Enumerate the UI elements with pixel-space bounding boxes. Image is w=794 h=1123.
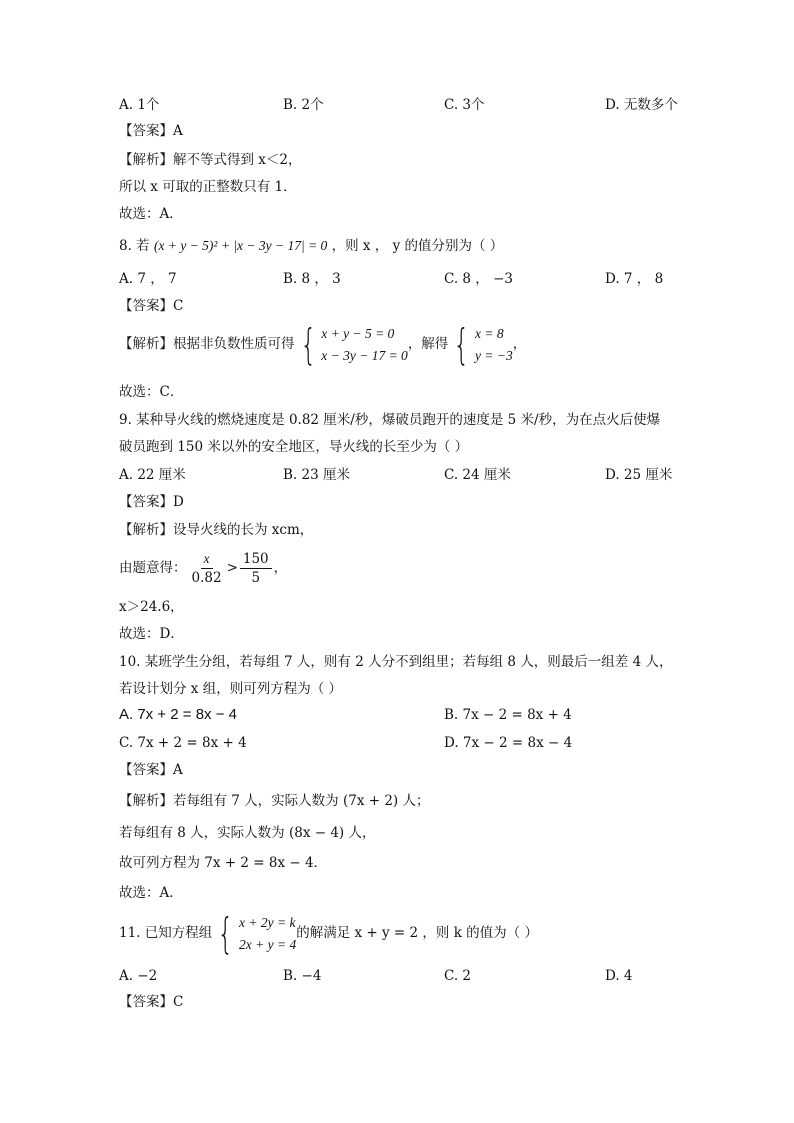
q9-analysis-1: 【解析】设导火线的长为 xcm， bbox=[119, 522, 314, 538]
q8-stem bbox=[119, 237, 503, 255]
q9-fraction-1 bbox=[189, 550, 225, 587]
q8-analysis bbox=[119, 319, 527, 369]
q10-option-c: C. 7x + 2 = 8x + 4 bbox=[119, 735, 247, 751]
q8-option-a: A. 7 ， 7 bbox=[119, 271, 177, 287]
q8-system-1-eq-2: x − 3y − 17 = 0 bbox=[321, 347, 408, 363]
q7-answer: 【答案】A bbox=[119, 123, 183, 139]
q9-option-c: C. 24 厘米 bbox=[444, 467, 511, 483]
q8-stem-suffix: ，则 x ， y 的值分别为（ ） bbox=[331, 238, 504, 254]
q11-system-eq-2: 2x + y = 4 bbox=[239, 936, 297, 952]
q9-analysis-2-prefix: 由题意得： bbox=[119, 560, 187, 576]
q8-analysis-end: ， bbox=[512, 336, 527, 352]
q9-stem-2: 破员跑到 150 米以外的安全地区，导火线的长至少为（ ） bbox=[119, 439, 469, 455]
q10-stem-2: 若设计划分 x 组，则可列方程为（ ） bbox=[119, 681, 342, 697]
q8-option-d: D. 7 ， 8 bbox=[605, 271, 664, 287]
q11-system-eq-1: x + 2y = k bbox=[239, 914, 296, 930]
q10-analysis-3: 故可列方程为 7x + 2 = 8x − 4． bbox=[119, 855, 328, 871]
q11-option-a: A. −2 bbox=[119, 968, 158, 984]
q8-system-2 bbox=[448, 319, 513, 369]
q10-analysis-1: 【解析】若每组有 7 人，实际人数为 (7x + 2) 人； bbox=[119, 793, 430, 809]
q9-greater-than: > bbox=[226, 560, 238, 576]
q7-option-d: D. 无数多个 bbox=[605, 97, 678, 113]
brace-icon: { bbox=[217, 908, 234, 958]
q10-option-b: B. 7x − 2 = 8x + 4 bbox=[444, 707, 572, 723]
q8-answer: 【答案】C bbox=[119, 298, 184, 314]
q11-answer: 【答案】C bbox=[119, 994, 184, 1010]
q11-stem bbox=[119, 908, 538, 958]
q9-analysis-3: x＞24.6， bbox=[119, 599, 184, 615]
q9-stem-1: 9. 某种导火线的燃烧速度是 0.82 厘米/秒，爆破员跑开的速度是 5 米/秒，为在点火后使爆 bbox=[119, 412, 661, 428]
q9-analysis-2-end: ， bbox=[273, 560, 288, 576]
brace-icon: { bbox=[299, 319, 316, 369]
q7-analysis-1: 【解析】解不等式得到 x＜2， bbox=[119, 152, 302, 168]
q9-analysis-2 bbox=[119, 548, 287, 588]
q10-stem-1: 10. 某班学生分组，若每组 7 人，则有 2 人分不到组里；若每组 8 人，则最后一组差 4 人， bbox=[119, 654, 673, 670]
q7-option-a: A. 1个 bbox=[119, 97, 160, 113]
q10-conclusion: 故选：A． bbox=[119, 885, 183, 901]
q9-fraction-1-numerator: x bbox=[201, 550, 213, 569]
q9-fraction-2-numerator: 150 bbox=[240, 550, 272, 569]
q7-analysis-2: 所以 x 可取的正整数只有 1． bbox=[119, 179, 297, 195]
q7-option-b: B. 2个 bbox=[283, 97, 324, 113]
q8-analysis-mid: ，解得 bbox=[407, 336, 449, 352]
q11-stem-prefix: 11. 已知方程组 bbox=[119, 925, 213, 941]
q11-option-d: D. 4 bbox=[605, 968, 633, 984]
q11-stem-suffix: 的解满足 x + y = 2 ，则 k 的值为（ ） bbox=[296, 925, 538, 941]
q9-option-a: A. 22 厘米 bbox=[119, 467, 186, 483]
q11-system bbox=[212, 908, 297, 958]
brace-icon: { bbox=[453, 319, 470, 369]
q10-answer: 【答案】A bbox=[119, 762, 183, 778]
q8-analysis-prefix: 【解析】根据非负数性质可得 bbox=[119, 336, 295, 352]
q7-conclusion: 故选：A． bbox=[119, 206, 183, 222]
q11-option-b: B. −4 bbox=[283, 968, 322, 984]
q10-option-a: A. 7x + 2 = 8x − 4 bbox=[119, 706, 237, 723]
q11-option-c: C. 2 bbox=[444, 968, 472, 984]
q8-option-b: B. 8 ， 3 bbox=[283, 271, 341, 287]
q7-option-c: C. 3个 bbox=[444, 97, 485, 113]
q9-fraction-2 bbox=[240, 550, 272, 587]
q10-analysis-2: 若每组有 8 人，实际人数为 (8x − 4) 人， bbox=[119, 825, 376, 841]
q8-stem-expression: (x + y − 5)² + |x − 3y − 17| = 0 bbox=[153, 238, 328, 253]
q8-system-1-eq-1: x + y − 5 = 0 bbox=[321, 325, 395, 341]
q8-system-2-eq-2: y = −3 bbox=[475, 347, 513, 363]
q9-option-b: B. 23 厘米 bbox=[283, 467, 350, 483]
q9-fraction-1-denominator: 0.82 bbox=[191, 570, 222, 586]
q9-conclusion: 故选：D． bbox=[119, 626, 184, 642]
q8-system-1 bbox=[295, 319, 408, 369]
q9-option-d: D. 25 厘米 bbox=[605, 467, 673, 483]
q8-stem-prefix: 8. 若 bbox=[119, 238, 150, 254]
q8-system-2-eq-1: x = 8 bbox=[475, 325, 504, 341]
q8-option-c: C. 8 ， −3 bbox=[444, 271, 514, 287]
q9-fraction-2-denominator: 5 bbox=[251, 570, 261, 586]
q10-option-d: D. 7x − 2 = 8x − 4 bbox=[444, 735, 573, 751]
q8-conclusion: 故选：C． bbox=[119, 384, 184, 400]
q9-answer: 【答案】D bbox=[119, 494, 184, 510]
